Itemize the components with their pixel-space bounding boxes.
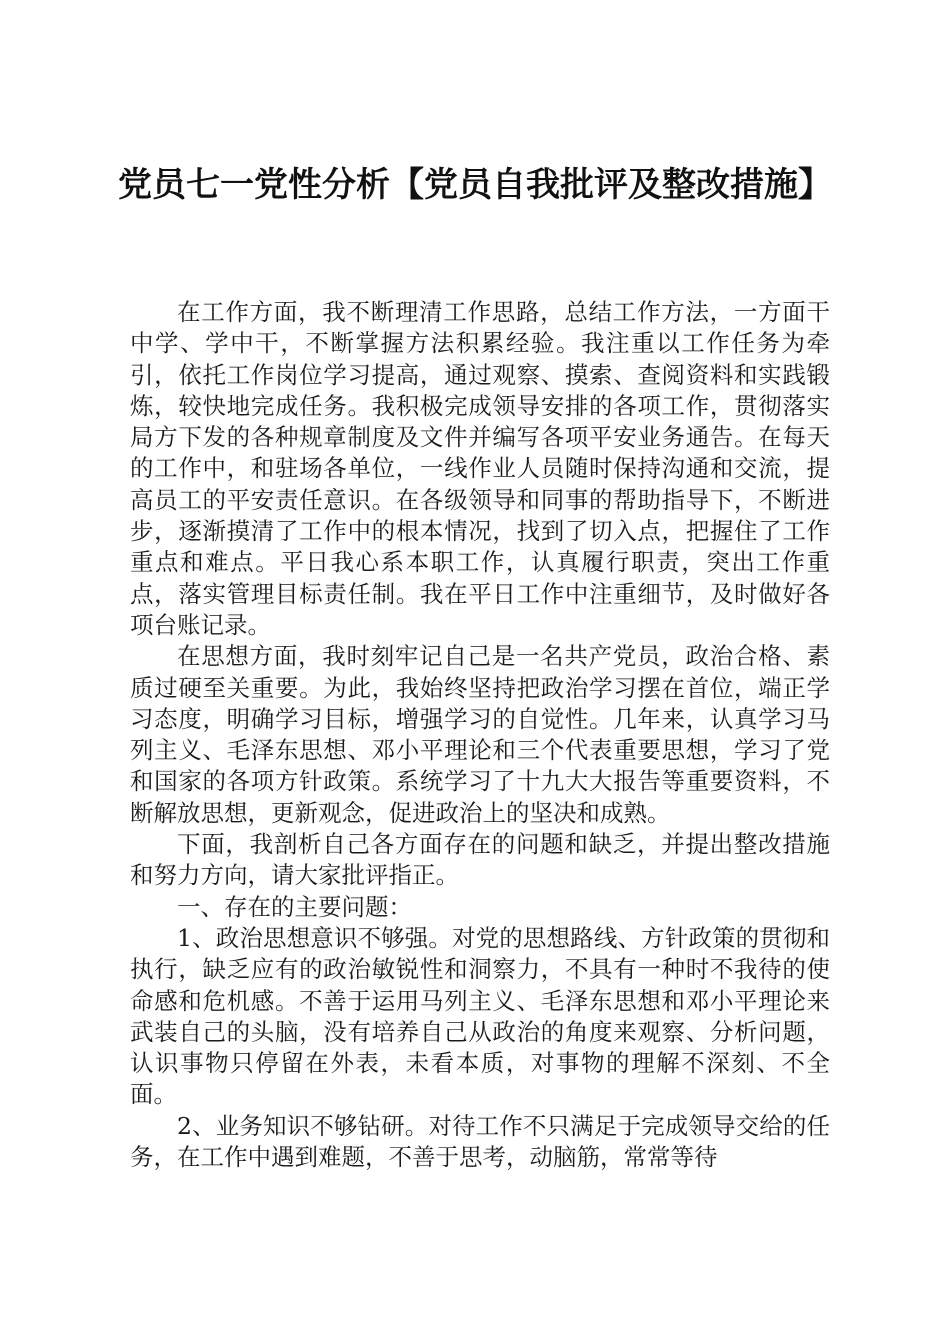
paragraph-work: 在工作方面，我不断理清工作思路，总结工作方法，一方面干中学、学中干，不断掌握方法积累经验。我注重以工作任务为牵引，依托工作岗位学习提高，通过观察、摸索、查阅资料和实践锻炼，较快地完成任务。我积极完成领导安排的各项工作，贯彻落实局方下发的各种规章制度及文件并编写各项平安业务通告。在每天的工作中，和驻场各单位，一线作业人员随时保持沟通和交流，提高员工的平安责任意识。在各级领导和同事的帮助指导下，不断进步，逐渐摸清了工作中的根本情况，找到了切入点，把握住了工作重点和难点。平日我心系本职工作，认真履行职责，突出工作重点，落实管理目标责任制。我在平日工作中注重细节，及时做好各项台账记录。 bbox=[130, 298, 830, 639]
paragraph-problem-1: 1、政治思想意识不够强。对党的思想路线、方针政策的贯彻和执行，缺乏应有的政治敏锐性和洞察力，不具有一种时不我待的使命感和危机感。不善于运用马列主义、毛泽东思想和邓小平理论来武装自己的头脑，没有培养自己从政治的角度来观察、分析问题，认识事物只停留在外表，未看本质，对事物的理解不深刻、不全面。 bbox=[130, 923, 830, 1109]
document-body bbox=[130, 297, 830, 1173]
paragraph-thought: 在思想方面，我时刻牢记自己是一名共产党员，政治合格、素质过硬至关重要。为此，我始终坚持把政治学习摆在首位，端正学习态度，明确学习目标，增强学习的自觉性。几年来，认真学习马列主义、毛泽东思想、邓小平理论和三个代表重要思想，学习了党和国家的各项方针政策。系统学习了十九大大报告等重要资料，不断解放思想，更新观念，促进政治上的坚决和成熟。 bbox=[130, 642, 830, 827]
paragraph-problem-2: 2、业务知识不够钻研。对待工作不只满足于完成领导交给的任务，在工作中遇到难题，不善于思考，动脑筋，常常等待 bbox=[130, 1111, 830, 1172]
document-title: 党员七一党性分析【党员自我批评及整改措施】 bbox=[118, 165, 832, 205]
paragraph-intro: 下面，我剖析自己各方面存在的问题和缺乏，并提出整改措施和努力方向，请大家批评指正。 bbox=[130, 830, 830, 890]
section-heading-problems: 一、存在的主要问题： bbox=[177, 892, 412, 921]
